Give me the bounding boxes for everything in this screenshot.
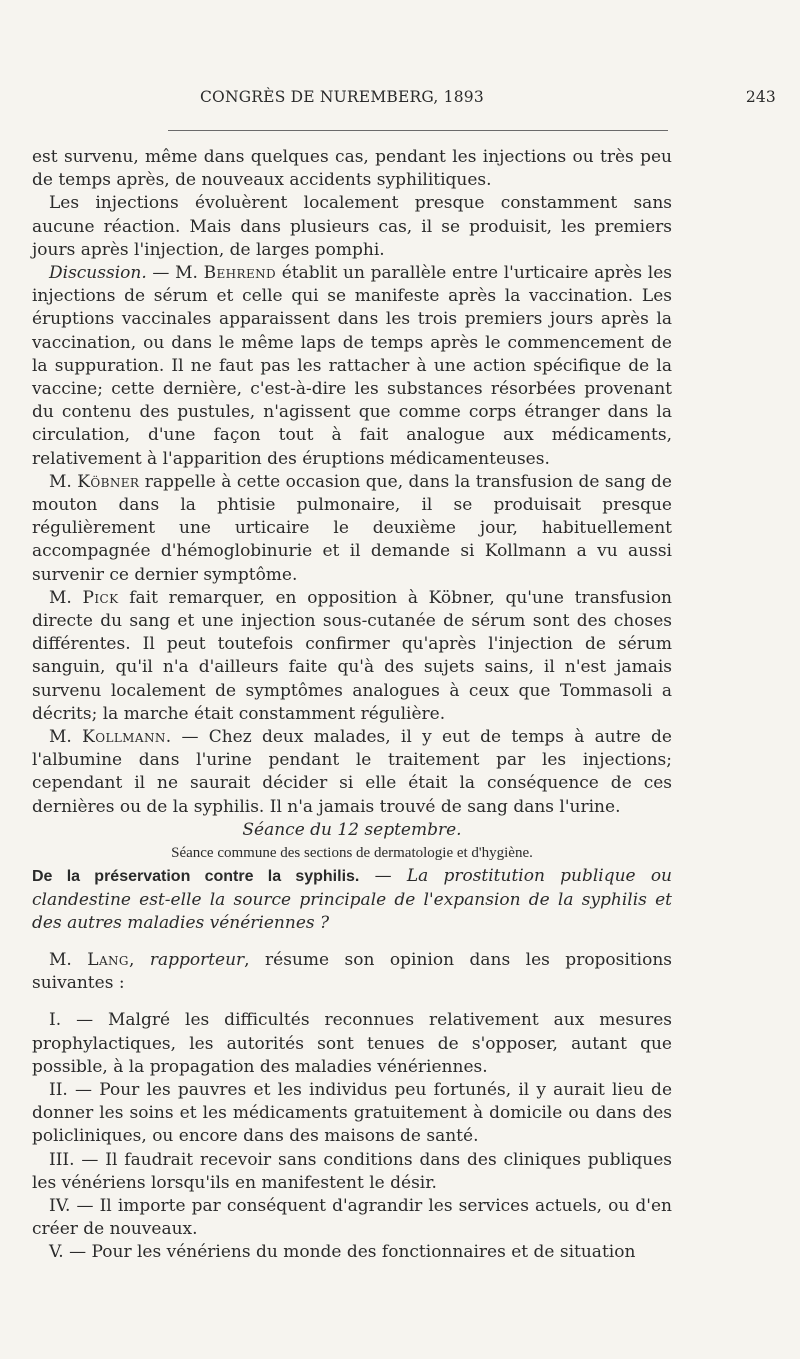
- speaker-name: Behrend: [203, 263, 277, 284]
- page-number: 243: [745, 88, 776, 106]
- discussion-dash: — M.: [146, 263, 204, 284]
- header-rule: [168, 130, 668, 131]
- speaker-prefix: M.: [49, 727, 83, 748]
- speaker-role: rapporteur: [149, 949, 245, 970]
- paragraph: Les injections évoluèrent localement presque constamment sans aucune réaction. Mais dans plusieurs cas, il se produisit, les premiers jours après l'injection, de larges pomphi.: [32, 193, 672, 260]
- paragraph-text: . — Chez deux malades, il y eut de temps à autre de l'albumine dans l'urine pendant le traitement par les injections; cependant il ne saurait décider si elle était la conséquence de ces dernières ou de la syphilis. Il n'a jamais trouvé de sang dans l'urine.: [32, 727, 672, 817]
- speaker-name: Lang: [87, 949, 129, 970]
- proposition-paragraph: III. — Il faudrait recevoir sans conditions dans des cliniques publiques les vénériens lorsqu'ils en manifestent le désir.: [32, 1149, 672, 1193]
- proposition-paragraph: V. — Pour les vénériens du monde des fonctionnaires et de situation: [49, 1242, 636, 1263]
- speaker-paragraph: [32, 587, 672, 726]
- speaker-name: Kollmann: [82, 727, 166, 748]
- paragraph-text: rappelle à cette occasion que, dans la transfusion de sang de mouton dans la phtisie pulmonaire, il se produisait presque régulièrement une urticaire le deuxième jour, habituellement accompagnée d'hémoglobinurie et il demande si Kollmann a vu aussi survenir ce dernier symptôme.: [32, 471, 672, 585]
- speaker-paragraph: [32, 949, 672, 995]
- paragraph-text: fait remarquer, en opposition à Köbner, qu'une transfusion directe du sang et une injection sous-cutanée de sérum sont des choses différentes. Il peut toutefois confirmer qu'après l'injection de sérum sanguin, qu'il n'a d'ailleurs faite qu'à des sujets sains, il n'est jamais survenu localement de symptômes analogues à ceux que Tommasoli a décrits; la marche était constamment régulière.: [32, 587, 672, 724]
- running-header: [32, 88, 776, 116]
- paragraph-text: , résume son opinion dans les propositions suivantes :: [32, 949, 673, 994]
- proposition-paragraph: IV. — Il importe par conséquent d'agrandir les services actuels, ou d'en créer de nouveaux.: [32, 1195, 672, 1240]
- speaker-name: Köbner: [77, 471, 140, 492]
- speaker-prefix: M.: [49, 949, 88, 970]
- running-title: CONGRÈS DE NUREMBERG, 1893: [200, 88, 484, 106]
- speaker-comma: ,: [128, 949, 150, 970]
- paragraph: est survenu, même dans quelques cas, pendant les injections ou très peu de temps après, de nouveaux accidents syphilitiques.: [32, 147, 672, 191]
- session-title: Séance du 12 septembre.: [242, 819, 462, 840]
- speaker-prefix: M.: [49, 587, 83, 608]
- speaker-paragraph: [32, 471, 672, 587]
- topic-title: De la préservation contre la syphilis.: [32, 868, 360, 886]
- topic-dash: —: [359, 866, 407, 887]
- body-text: [32, 146, 672, 1265]
- speaker-prefix: M.: [49, 471, 78, 492]
- topic-paragraph: [32, 865, 672, 935]
- topic-question: La prostitution publique ou clandestine est-elle la source principale de l'expansion de la syphilis et des autres maladies vénériennes ?: [32, 866, 673, 933]
- session-subtitle: Séance commune des sections de dermatologie et d'hygiène.: [171, 845, 533, 862]
- proposition-paragraph: I. — Malgré les difficultés reconnues relativement aux mesures prophylactiques, les autorités sont tenues de s'opposer, autant que possible, à la propagation des maladies vénériennes.: [32, 1010, 672, 1077]
- proposition-paragraph: II. — Pour les pauvres et les individus peu fortunés, il y aurait lieu de donner les soins et les médicaments gratuitement à domicile ou dans des policliniques, ou encore dans des maisons de santé.: [32, 1079, 672, 1147]
- discussion-paragraph: [32, 262, 672, 471]
- discussion-label: Discussion.: [49, 263, 147, 284]
- paragraph-text: établit un parallèle entre l'urticaire après les injections de sérum et celle qui se manifeste après la vaccination. Les éruptions vaccinales apparaissent dans les trois premiers jours après la vaccination, ou dans le même laps de temps après le commencement de la suppuration. Il ne faut pas les rattacher à une action spécifique de la vaccine; cette dernière, c'est-à-dire les substances résorbées provenant du contenu des pustules, n'agissent que comme corps étranger dans la circulation, d'une façon tout à fait analogue aux médicaments, relativement à l'apparition des éruptions médicamenteuses.: [32, 263, 672, 469]
- speaker-paragraph: [32, 726, 672, 819]
- speaker-name: Pick: [82, 587, 119, 608]
